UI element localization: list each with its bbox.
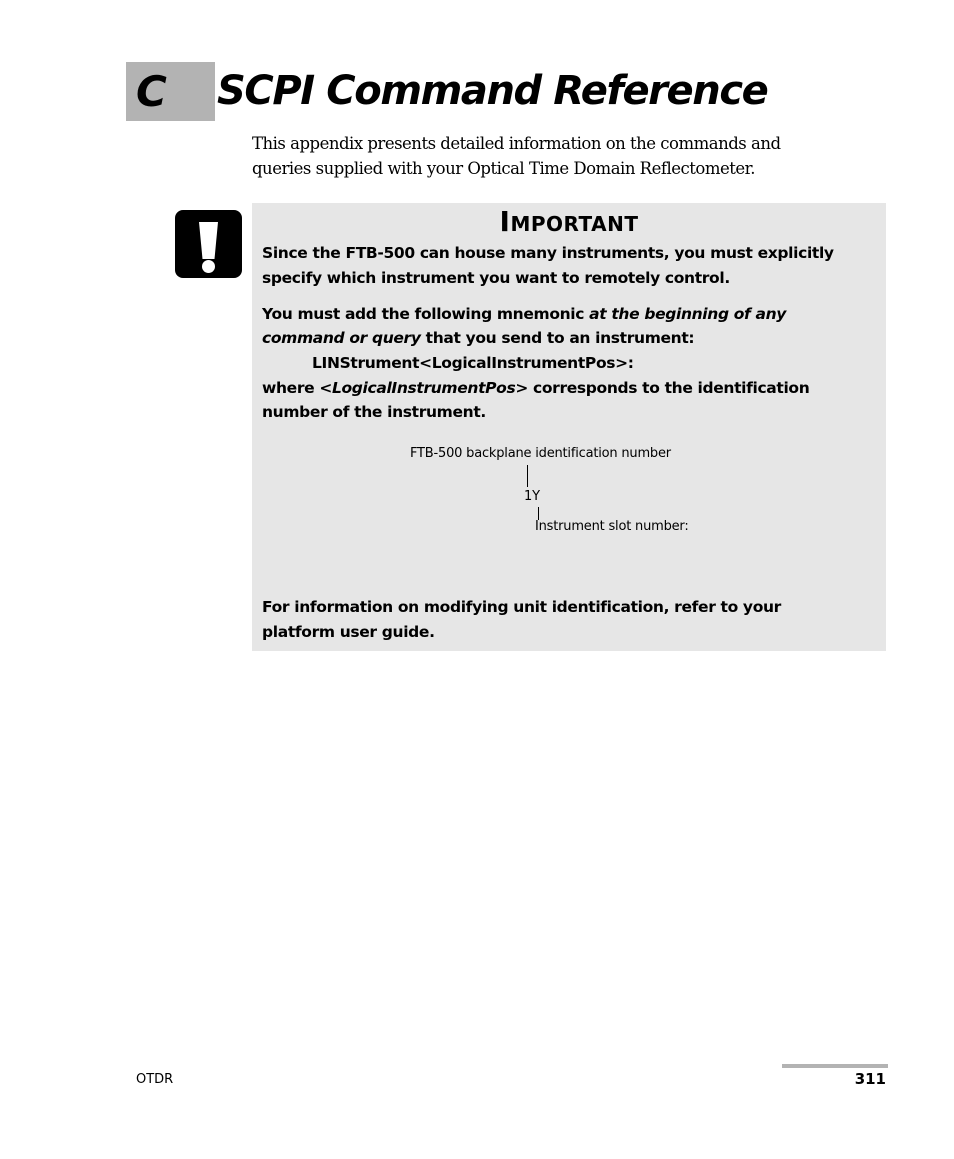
note-text-emphasis: LogicalInstrumentPos bbox=[331, 379, 516, 397]
diagram-top-label: FTB-500 backplane identification number bbox=[410, 446, 671, 461]
note-text: For information on modifying unit identification, refer to your bbox=[262, 598, 781, 616]
note-text-part: > corresponds to the identification bbox=[515, 379, 810, 397]
note-text-part: You must add the following mnemonic bbox=[262, 305, 590, 323]
note-text: platform user guide. bbox=[262, 623, 435, 641]
note-text: Since the FTB-500 can house many instruments, you must explicitly bbox=[262, 244, 834, 262]
intro-line: This appendix presents detailed information on the commands and bbox=[252, 134, 781, 153]
note-text bbox=[262, 376, 809, 400]
diagram-connector-top bbox=[527, 465, 528, 487]
page-number: 311 bbox=[854, 1070, 886, 1088]
note-text-part: that you send to an instrument: bbox=[420, 329, 695, 347]
note-text-emphasis: command or query bbox=[262, 329, 421, 347]
exclamation-icon bbox=[175, 210, 242, 278]
note-text-emphasis: at the beginning of any bbox=[589, 305, 787, 323]
important-note bbox=[252, 203, 886, 651]
note-text bbox=[262, 302, 786, 326]
note-text bbox=[262, 326, 694, 350]
chapter-letter: C bbox=[136, 67, 167, 116]
note-text: specify which instrument you want to remotely control. bbox=[262, 269, 730, 287]
mnemonic-text: LINStrument<LogicalInstrumentPos>: bbox=[312, 354, 634, 372]
chapter-letter-box bbox=[126, 62, 215, 121]
footer-product-name: OTDR bbox=[136, 1072, 174, 1087]
diagram-value: 1Y bbox=[524, 489, 540, 504]
note-text-part: where < bbox=[262, 379, 332, 397]
footer-rule bbox=[782, 1064, 888, 1068]
intro-paragraph bbox=[252, 131, 872, 181]
note-text: number of the instrument. bbox=[262, 403, 486, 421]
diagram-bottom-label: Instrument slot number: bbox=[535, 519, 689, 534]
important-heading: Important bbox=[499, 205, 639, 238]
intro-line: queries supplied with your Optical Time Domain Reflectometer. bbox=[252, 159, 755, 178]
page-title: SCPI Command Reference bbox=[217, 68, 768, 114]
